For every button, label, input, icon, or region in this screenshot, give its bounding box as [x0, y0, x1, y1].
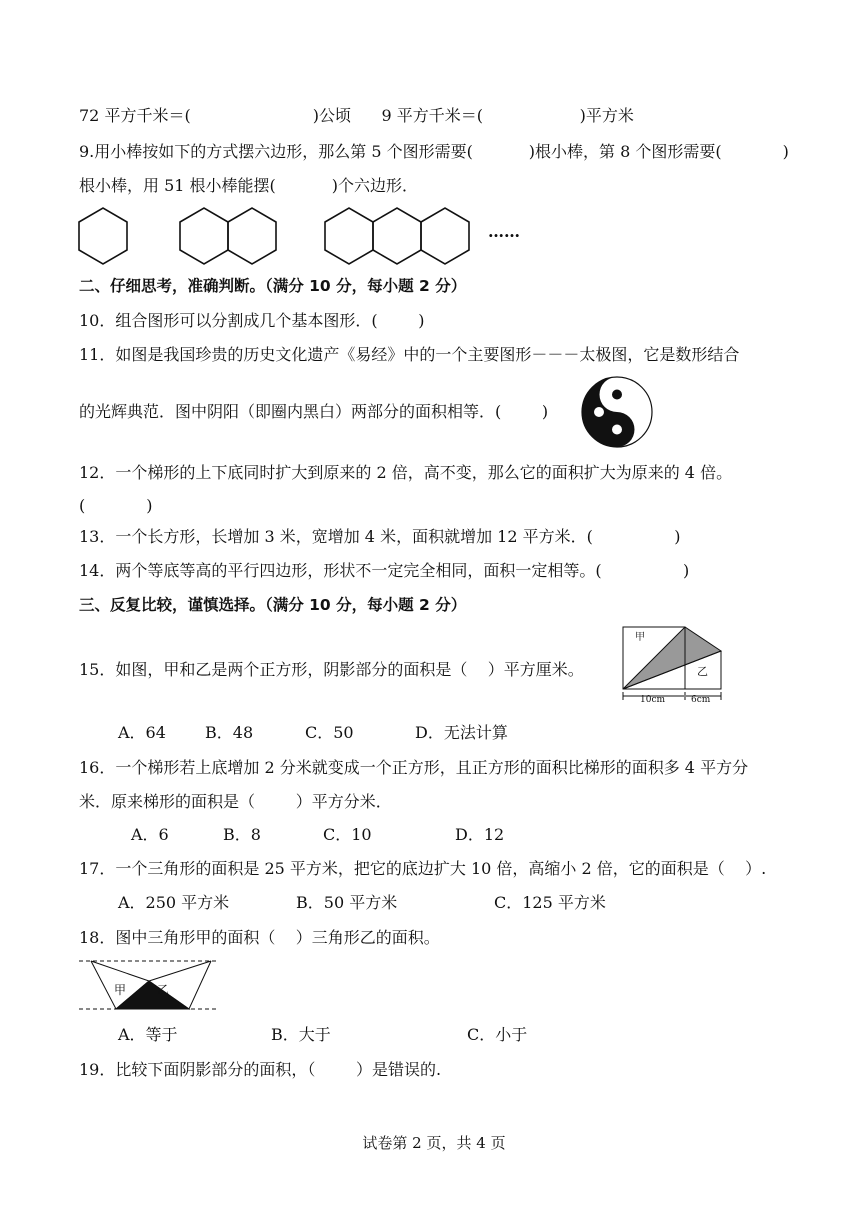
- q16-option-c[interactable]: C．10: [323, 825, 372, 844]
- q15-option-c[interactable]: C．50: [305, 723, 354, 742]
- q15-label-yi: 乙: [697, 665, 708, 678]
- q10-text: 10．组合图形可以分割成几个基本图形．( ): [79, 311, 425, 330]
- q16-option-a[interactable]: A．6: [131, 825, 169, 844]
- q15-dim-jia: 10cm: [640, 695, 666, 705]
- q15-option-b[interactable]: B．48: [205, 723, 254, 742]
- shaded-region: [116, 981, 189, 1009]
- q11-text-line-2: 的光辉典范．图中阴阳（即圈内黑白）两部分的面积相等．( ): [79, 402, 549, 421]
- q17-option-a[interactable]: A．250 平方米: [118, 893, 230, 912]
- q17-text: 17．一个三角形的面积是 25 平方米，把它的底边扩大 10 倍，高缩小 2 倍，它的面积是（ ）.: [79, 859, 767, 878]
- page-footer: 试卷第 2 页，共 4 页: [362, 1134, 506, 1152]
- hexagon-3b: [373, 208, 421, 264]
- hexagon-2a: [180, 208, 228, 264]
- section-2-heading: 二、仔细思考，准确判断。（满分 10 分，每小题 2 分）: [79, 277, 467, 295]
- q16-text-line-2: 米．原来梯形的面积是（ ）平方分米．: [79, 792, 392, 811]
- q12-text-line-1: 12．一个梯形的上下底同时扩大到原来的 2 倍，高不变，那么它的面积扩大为原来的 4 倍。: [79, 463, 733, 482]
- q18-option-b[interactable]: B．大于: [271, 1025, 331, 1044]
- q15-dim-yi: 6cm: [691, 695, 711, 705]
- hexagon-3c: [421, 208, 469, 264]
- q16-option-b[interactable]: B．8: [223, 825, 261, 844]
- q18-label-jia: 甲: [114, 983, 127, 997]
- q18-option-c[interactable]: C．小于: [467, 1025, 528, 1044]
- q15-text: 15．如图，甲和乙是两个正方形，阴影部分的面积是（ ）平方厘米。: [79, 660, 584, 679]
- q9-text-line-1: 9.用小棒按如下的方式摆六边形，那么第 5 个图形需要( )根小棒，第 8 个图形需要( ): [79, 142, 789, 161]
- q12-text-line-2: ( ): [79, 496, 153, 515]
- q18-option-a[interactable]: A．等于: [118, 1025, 178, 1044]
- hexagon-1: [79, 208, 127, 264]
- q11-text-line-1: 11．如图是我国珍贵的历史文化遗产《易经》中的一个主要图形－－－太极图，它是数形结合: [79, 345, 740, 364]
- q18-text: 18．图中三角形甲的面积（ ）三角形乙的面积。: [79, 928, 440, 947]
- q15-label-jia: 甲: [635, 632, 645, 643]
- hexagon-2b: [228, 208, 276, 264]
- q9-text-line-2: 根小棒，用 51 根小棒能摆( )个六边形．: [79, 176, 418, 195]
- q17-option-c[interactable]: C．125 平方米: [494, 893, 606, 912]
- hexagon-3a: [325, 208, 373, 264]
- q18-label-yi: 乙: [157, 983, 170, 997]
- q14-text: 14．两个等底等高的平行四边形，形状不一定完全相同，面积一定相等。( ): [79, 561, 690, 580]
- section-3-heading: 三、反复比较，谨慎选择。（满分 10 分，每小题 2 分）: [79, 596, 467, 614]
- q16-text-line-1: 16．一个梯形若上底增加 2 分米就变成一个正方形，且正方形的面积比梯形的面积多 4 平方分: [79, 758, 749, 777]
- q13-text: 13．一个长方形，长增加 3 米，宽增加 4 米，面积就增加 12 平方米．( ): [79, 527, 681, 546]
- q19-text: 19．比较下面阴影部分的面积，（ ）是错误的.: [79, 1060, 442, 1079]
- taiji-icon: [581, 376, 653, 448]
- q15-option-a[interactable]: A．64: [118, 723, 166, 742]
- q17-option-b[interactable]: B．50 平方米: [296, 893, 398, 912]
- q8-conversion-line: 72 平方千米＝( )公顷 9 平方千米＝( )平方米: [79, 106, 634, 125]
- q15-option-d[interactable]: D．无法计算: [415, 723, 508, 742]
- hexagon-figures: [75, 205, 535, 265]
- q16-option-d[interactable]: D．12: [455, 825, 505, 844]
- ellipsis: ……: [488, 222, 520, 241]
- q18-triangles-figure: [79, 956, 219, 1012]
